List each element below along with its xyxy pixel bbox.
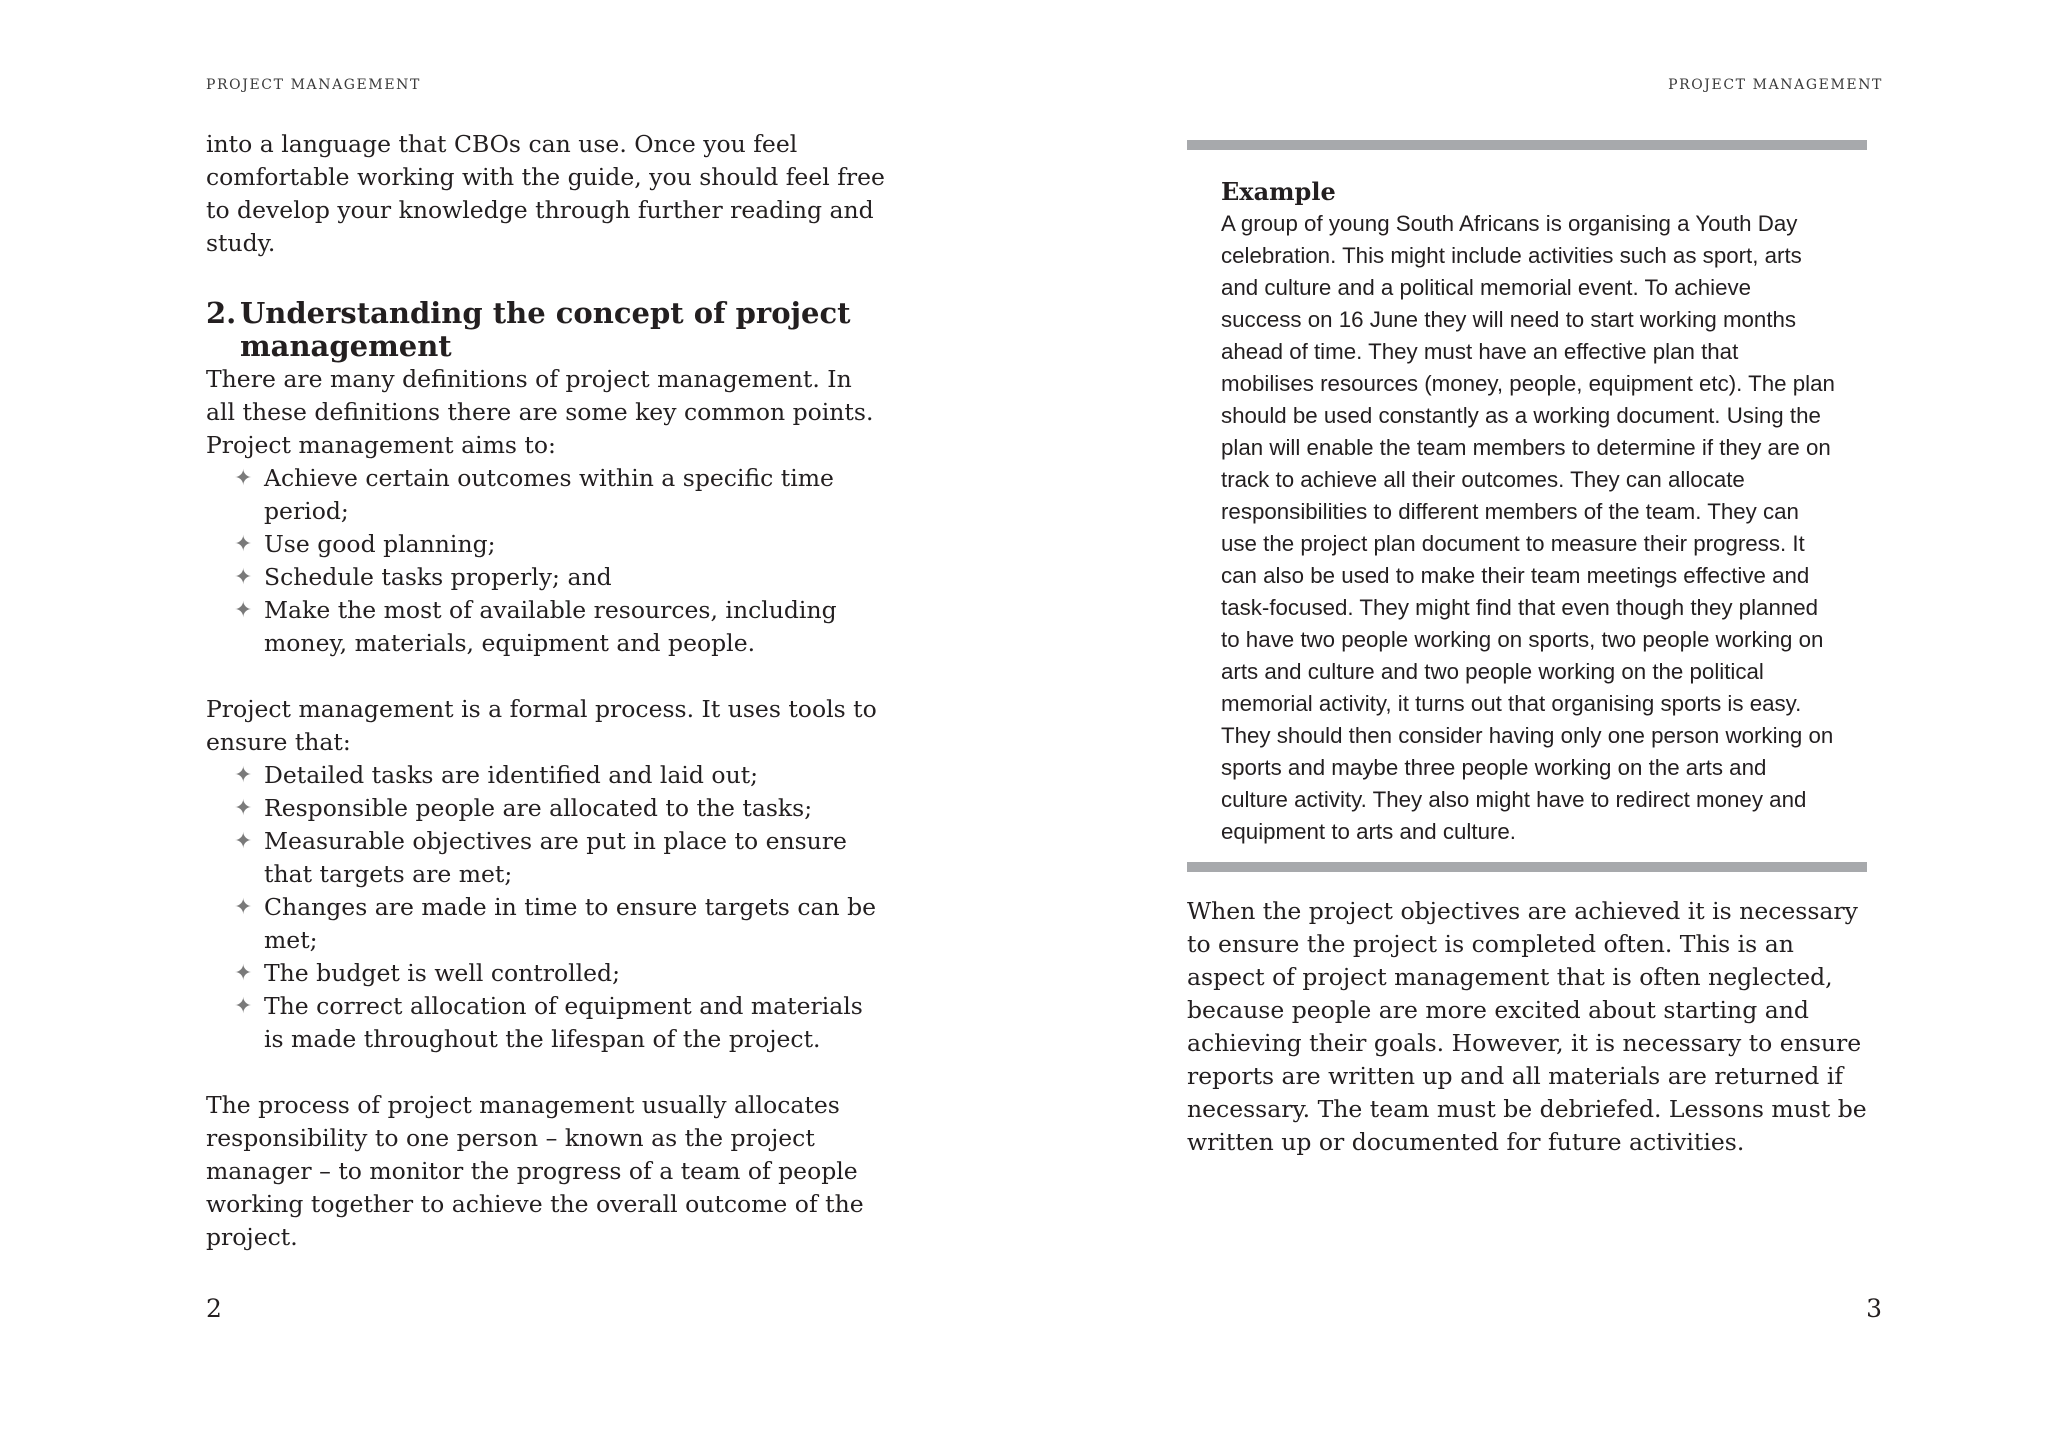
ensures-list [206, 759, 886, 1056]
list-item-text: Use good planning; [264, 530, 496, 558]
running-head-right: PROJECT MANAGEMENT [1668, 77, 1883, 93]
list-item-text: Responsible people are allocated to the tasks; [264, 794, 813, 822]
star-bullet-icon: ✦ [234, 895, 253, 920]
list-item [234, 825, 886, 891]
spacer [206, 1056, 886, 1089]
process-paragraph: Project management is a formal process. It uses tools to ensure that: [206, 695, 877, 756]
list-item-text: Achieve certain outcomes within a specific time period; [264, 464, 834, 525]
list-item-text: Make the most of available resources, including money, materials, equipment and people. [264, 596, 837, 657]
list-item [234, 759, 886, 792]
star-bullet-icon: ✦ [234, 994, 253, 1019]
aims-list [206, 462, 886, 660]
list-item-text: Schedule tasks properly; and [264, 563, 612, 591]
example-content [1187, 150, 1867, 862]
star-bullet-icon: ✦ [234, 532, 253, 557]
bottom-rule [1187, 862, 1867, 872]
list-item [234, 528, 886, 561]
star-bullet-icon: ✦ [234, 961, 253, 986]
section-number: 2. [206, 296, 237, 330]
star-bullet-icon: ✦ [234, 763, 253, 788]
definitions-paragraph: There are many definitions of project management. In all these definitions there are some key common points. Project management aims to: [206, 365, 874, 459]
top-rule [1187, 140, 1867, 150]
running-head-left: PROJECT MANAGEMENT [206, 77, 421, 93]
section-heading [206, 297, 886, 363]
example-title: Example [1221, 177, 1336, 206]
responsibility-paragraph: The process of project management usually allocates responsibility to one person – known as the project manager – to monitor the progress of a team of people working together to achieve the overall outcome of the project. [206, 1091, 864, 1251]
star-bullet-icon: ✦ [234, 466, 253, 491]
list-item-text: The budget is well controlled; [264, 959, 621, 987]
list-item [234, 561, 886, 594]
right-text-column [1187, 895, 1877, 1159]
page-number-left: 2 [206, 1294, 222, 1323]
page-number-right: 3 [1866, 1294, 1882, 1323]
example-text: A group of young South Africans is organising a Youth Day celebration. This might include activities such as sport, arts and culture and a political memorial event. To achieve success on 16 June they will need to start working months ahead of time. They must have an effective plan that mobilises resources (money, people, equipment etc). The plan should be used constantly as a working document. Using the plan will enable the team members to determine if they are on track to achieve all their outcomes. They can allocate responsibilities to different members of the team. They can use the project plan document to measure their progress. It can also be used to make their team meetings effective and task-focused. They might find that even though they planned to have two people working on sports, two people working on arts and culture and two people working on the political memorial activity, it turns out that organising sports is easy. They should then consider having only one person working on sports and maybe three people working on the arts and culture activity. They also might have to redirect money and equipment to arts and culture. [1221, 211, 1835, 844]
list-item [234, 462, 886, 528]
left-text-column [206, 128, 886, 1254]
closing-paragraph: When the project objectives are achieved it is necessary to ensure the project is completed often. This is an aspect of project management that is often neglected, because people are more excited about starting and achieving their goals. However, it is necessary to ensure reports are written up and all materials are returned if necessary. The team must be debriefed. Lessons must be written up or documented for future activities. [1187, 897, 1867, 1156]
spacer [206, 660, 886, 693]
star-bullet-icon: ✦ [234, 796, 253, 821]
list-item [234, 891, 886, 957]
list-item [234, 792, 886, 825]
star-bullet-icon: ✦ [234, 829, 253, 854]
list-item [234, 990, 886, 1056]
list-item [234, 957, 886, 990]
intro-paragraph: into a language that CBOs can use. Once you feel comfortable working with the guide, you should feel free to develop your knowledge through further reading and study. [206, 130, 885, 257]
list-item-text: Measurable objectives are put in place to ensure that targets are met; [264, 827, 847, 888]
list-item-text: Detailed tasks are identified and laid out; [264, 761, 759, 789]
list-item [234, 594, 886, 660]
section-title: Understanding the concept of project management [240, 296, 851, 363]
example-box [1187, 140, 1867, 872]
star-bullet-icon: ✦ [234, 598, 253, 623]
star-bullet-icon: ✦ [234, 565, 253, 590]
list-item-text: The correct allocation of equipment and materials is made throughout the lifespan of the project. [264, 992, 863, 1053]
list-item-text: Changes are made in time to ensure targets can be met; [264, 893, 877, 954]
